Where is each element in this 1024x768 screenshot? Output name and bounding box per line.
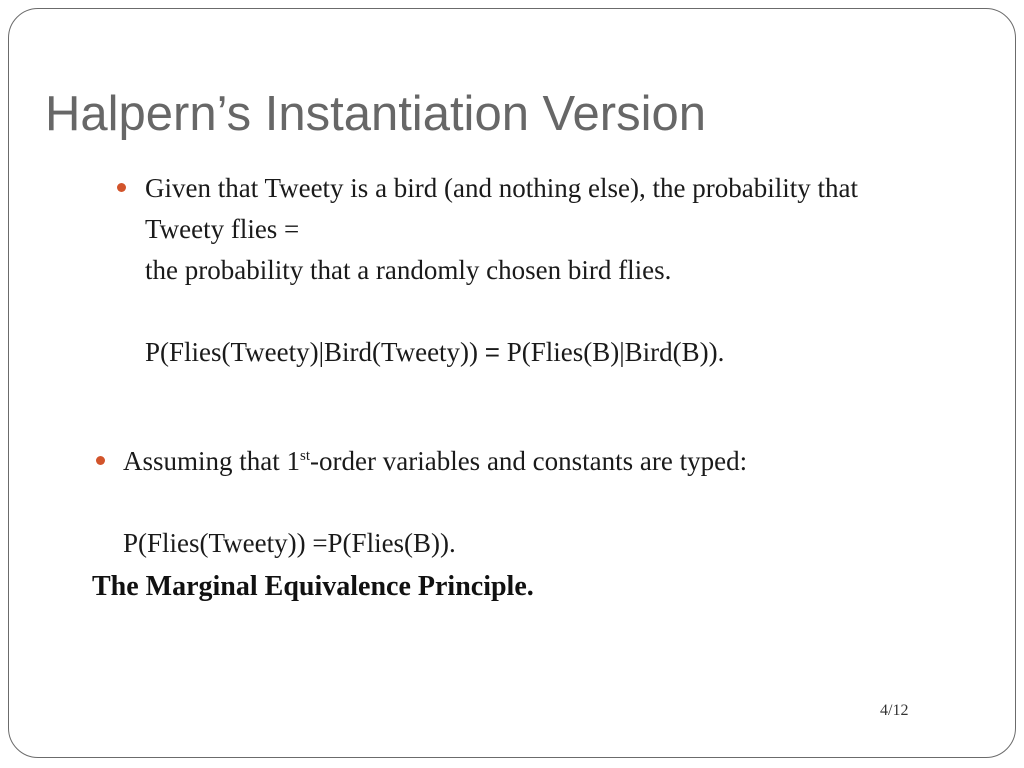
- formula-equals: =: [484, 337, 500, 367]
- bullet-1-text: [145, 168, 975, 373]
- bullet-2-formula: P(Flies(Tweety)) =P(Flies(B)).: [123, 528, 456, 558]
- bullet-2-text-after: -order variables and constants are typed:: [310, 446, 748, 476]
- formula-left: P(Flies(Tweety)|Bird(Tweety)): [145, 337, 479, 367]
- bullet-dot: [117, 183, 126, 192]
- principle-heading: The Marginal Equivalence Principle.: [92, 571, 534, 602]
- bullet-2-line-1: [123, 441, 973, 482]
- slide-title: Halpern’s Instantiation Version: [45, 87, 706, 141]
- formula-right: P(Flies(B)|Bird(B)).: [506, 337, 725, 367]
- bullet-1-line-1: Given that Tweety is a bird (and nothing else), the probability that: [145, 173, 858, 203]
- bullet-dot: [96, 456, 105, 465]
- bullet-1-line-2: Tweety flies =: [145, 214, 300, 244]
- ordinal-superscript: st: [300, 448, 311, 464]
- spacer: [123, 482, 973, 523]
- bullet-2-text: [123, 441, 973, 564]
- spacer: [145, 291, 975, 332]
- page-number: 4/12: [880, 702, 909, 719]
- bullet-1-line-3: the probability that a randomly chosen bird flies.: [145, 255, 672, 285]
- bullet-1-formula: [145, 332, 975, 373]
- bullet-2-text-before: Assuming that 1: [123, 446, 301, 476]
